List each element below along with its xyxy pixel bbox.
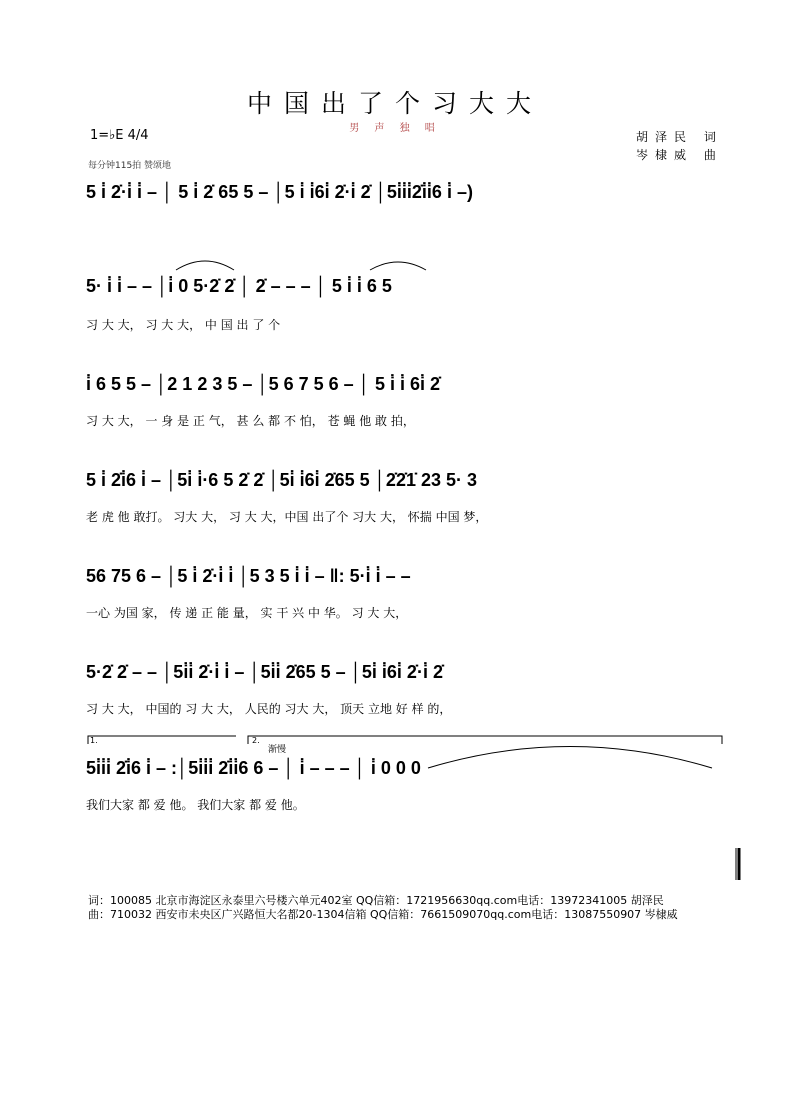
slur: [428, 747, 712, 769]
lyric-line: 习 大 大， 中国的 习 大 大， 人民的 习大 大， 顶天 立地 好 样 的，: [86, 702, 452, 716]
slur: [370, 262, 426, 270]
first-ending-bracket: [88, 736, 236, 744]
lyric-line: 习 大 大， 一 身 是 正 气， 甚 么 都 不 怕， 苍 蝇 他 敢 拍，: [86, 414, 415, 428]
lyricist-contact: 词：100085 北京市海淀区永泰里六号楼六单元402室 QQ信箱：1721956630qq.com电话：13972341005 胡泽民: [88, 894, 664, 907]
notation-line: 5 i̇ 2̇·i̇ i̇ – │ 5 i̇ 2̇ 65 5 – │5 i̇ i̇6i̇ 2̇·i̇ 2̇ │5i̇i̇i̇2̇i̇i̇6 i̇ –): [86, 182, 473, 202]
lyric-line: 一心 为国 家， 传 递 正 能 量， 实 干 兴 中 华。 习 大 大，: [86, 606, 408, 620]
song-title: 中国出了个习大大: [246, 89, 543, 118]
first-ending-mark: 1.: [90, 736, 98, 745]
performance-note: 男 声 独 唱: [349, 123, 441, 134]
lyric-line: 老 虎 他 敢打。 习大 大， 习 大 大，中国 出了个 习大 大， 怀揣 中国 梦，: [86, 510, 488, 524]
notation-line: 5·2̇ 2̇ – – │5i̇i̇ 2̇·i̇ i̇ – │5i̇i̇ 2̇65 5 – │5i̇ i̇6i̇ 2̇·i̇ 2̇: [86, 662, 443, 682]
tempo-marking: 每分钟115拍 赞颂地: [88, 161, 172, 171]
lyric-line: 我们大家 都 爱 他。 我们大家 都 爱 他。: [86, 798, 305, 812]
ritardando-mark: 渐慢: [268, 745, 287, 755]
notation-line: i̇ 6 5 5 – │2 1 2 3 5 – │5 6 7 5 6 – │ 5 i̇ i̇ 6i̇ 2̇: [86, 374, 440, 394]
composer-contact: 曲：710032 西安市未央区广兴路恒大名都20-1304信箱 QQ信箱：7661509070qq.com电话：13087550907 岑棣威: [88, 908, 678, 921]
key-signature: 1=♭E 4/4: [90, 128, 149, 143]
lyricist-credit: 胡泽民 词: [636, 130, 723, 144]
notation-line: 5· i̇ i̇ – – │i̇ 0 5·2̇ 2̇ │ 2̇ – – – │ 5 i̇ i̇ 6 5: [86, 276, 392, 296]
slur: [176, 261, 234, 270]
notation-line: 5i̇i̇i̇ 2̇i̇6 i̇ – :│5i̇i̇i̇ 2̇i̇i̇6 6 – │ i̇ – – – │ i̇ 0 0 0: [86, 758, 421, 778]
notation-line: 5 i̇ 2̇i̇6 i̇ – │5i̇ i̇·6 5 2̇ 2̇ │5i̇ i̇6i̇ 2̇65 5 │2̇2̇1̇ 23 5· 3: [86, 470, 477, 490]
second-ending-mark: 2.: [252, 736, 260, 745]
second-ending-bracket: [248, 736, 722, 744]
notation-line: 56 75 6 – │5 i̇ 2̇·i̇ i̇ │5 3 5 i̇ i̇ – ‖: 5·i̇ i̇ – –: [86, 566, 411, 586]
lyric-line: 习 大 大， 习 大 大， 中 国 出 了 个: [86, 318, 281, 332]
composer-credit: 岑棣威 曲: [636, 148, 723, 162]
